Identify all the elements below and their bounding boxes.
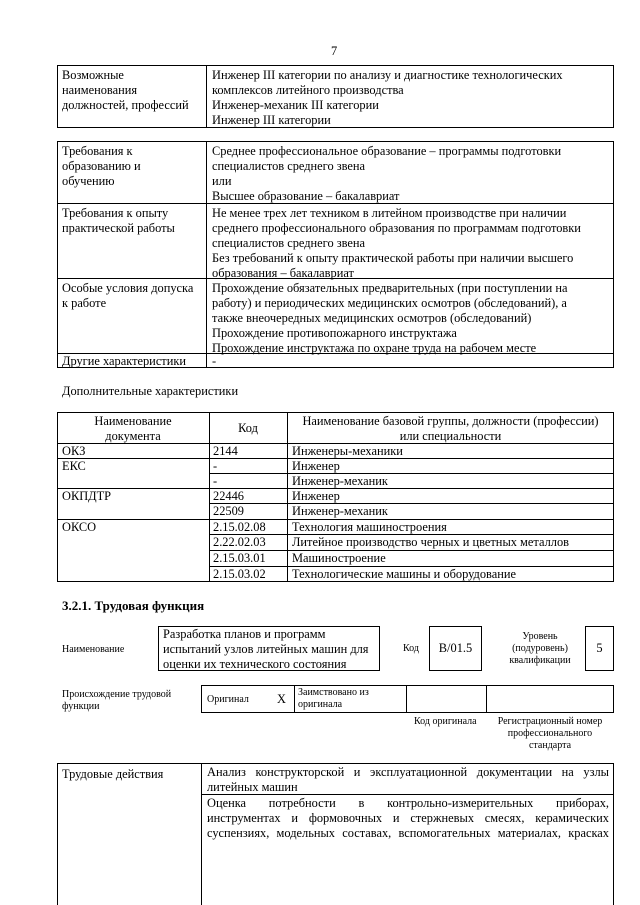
labor-action-item: Оценка потребности в контрольно-измерительных приборах, инструментах и формовочных и стержневых смесях, керамических суспензиях, модельных составах, вспомогательных материалах, красках (207, 796, 609, 840)
reg-number-label: Регистрационный номер профессионального стандарта (497, 716, 603, 751)
education-label: Требования к образованию и обучению (62, 144, 141, 188)
special-label: Особые условия допуска к работе (62, 281, 194, 310)
name-cell: Инженер (292, 489, 340, 503)
function-code-label: Код (403, 643, 419, 654)
experience-label: Требования к опыту практической работы (62, 206, 175, 235)
other-label: Другие характеристики (62, 354, 187, 368)
function-level-label: Уровень (подуровень) квалификации (509, 631, 571, 666)
labor-actions-label: Трудовые действия (62, 767, 164, 781)
code-cell: 2.22.02.03 (213, 535, 266, 549)
positions-values: Инженер III категории по анализу и диагностике технологических комплексов литейного производства Инженер-механик III категории Инженер III категории (212, 68, 563, 127)
name-cell: Технология машиностроения (292, 520, 447, 534)
borrowed-label: Заимствовано из оригинала (298, 687, 369, 710)
experience-values: Не менее трех лет техником в литейном производстве при наличии среднего профессионального образования по программам подготовки специалистов среднего звена Без требований к опыту практической работы при наличии высшего образования – бакалавриат (212, 206, 581, 280)
name-cell: Технологические машины и оборудование (292, 567, 516, 581)
special-values: Прохождение обязательных предварительных (при поступлении на работу) и периодических медицинских осмотров (обследований), а также внеочередных медицинских осмотров (обследований) Прохождение противопожарного инструктажа Прохождение инструктажа по охране труда на рабочем месте (212, 281, 568, 355)
code-cell: - (213, 459, 218, 473)
doc-okso: ОКСО (62, 520, 97, 534)
additional-title: Дополнительные характеристики (62, 384, 239, 398)
code-cell: - (213, 474, 218, 488)
education-values: Среднее профессиональное образование – программы подготовки специалистов среднего звена или Высшее образование – бакалавриат (212, 144, 562, 203)
code-cell: 2.15.03.01 (213, 551, 266, 565)
function-name-label: Наименование (62, 644, 125, 655)
origin-box (201, 685, 614, 713)
col-code-header: Код (238, 421, 258, 435)
code-cell: 2.15.02.08 (213, 520, 266, 534)
code-cell: 22509 (213, 504, 244, 518)
code-cell: 2144 (213, 444, 238, 458)
name-cell: Инженер-механик (292, 504, 388, 518)
doc-eks: ЕКС (62, 459, 86, 473)
function-heading: 3.2.1. Трудовая функция (62, 598, 205, 613)
name-cell: Машиностроение (292, 551, 386, 565)
other-value: - (212, 354, 217, 368)
function-level-value: 5 (596, 641, 603, 655)
code-cell: 22446 (213, 489, 244, 503)
doc-okz: ОКЗ (62, 444, 86, 458)
function-code-value: B/01.5 (438, 641, 473, 655)
original-mark: X (277, 692, 286, 706)
original-label: Оригинал (207, 694, 249, 705)
labor-action-item: Анализ конструкторской и эксплуатационной документации на узлы литейных машин (207, 765, 609, 794)
doc-okpdtr: ОКПДТР (62, 489, 112, 503)
name-cell: Литейное производство черных и цветных металлов (292, 535, 569, 549)
code-cell: 2.15.03.02 (213, 567, 266, 581)
name-cell: Инженер-механик (292, 474, 388, 488)
function-name-value: Разработка планов и программ испытаний узлов литейных машин для оценки их технического состояния (163, 627, 369, 671)
col-doc-header: Наименование документа (94, 414, 172, 443)
col-name-header: Наименование базовой группы, должности (профессии) или специальности (302, 414, 599, 443)
positions-label: Возможные наименования должностей, профессий (62, 68, 189, 112)
origin-label: Происхождение трудовой функции (62, 689, 172, 712)
name-cell: Инженер (292, 459, 340, 473)
code-original-label: Код оригинала (414, 716, 477, 727)
name-cell: Инженеры-механики (292, 444, 403, 458)
page-number: 7 (331, 44, 338, 58)
